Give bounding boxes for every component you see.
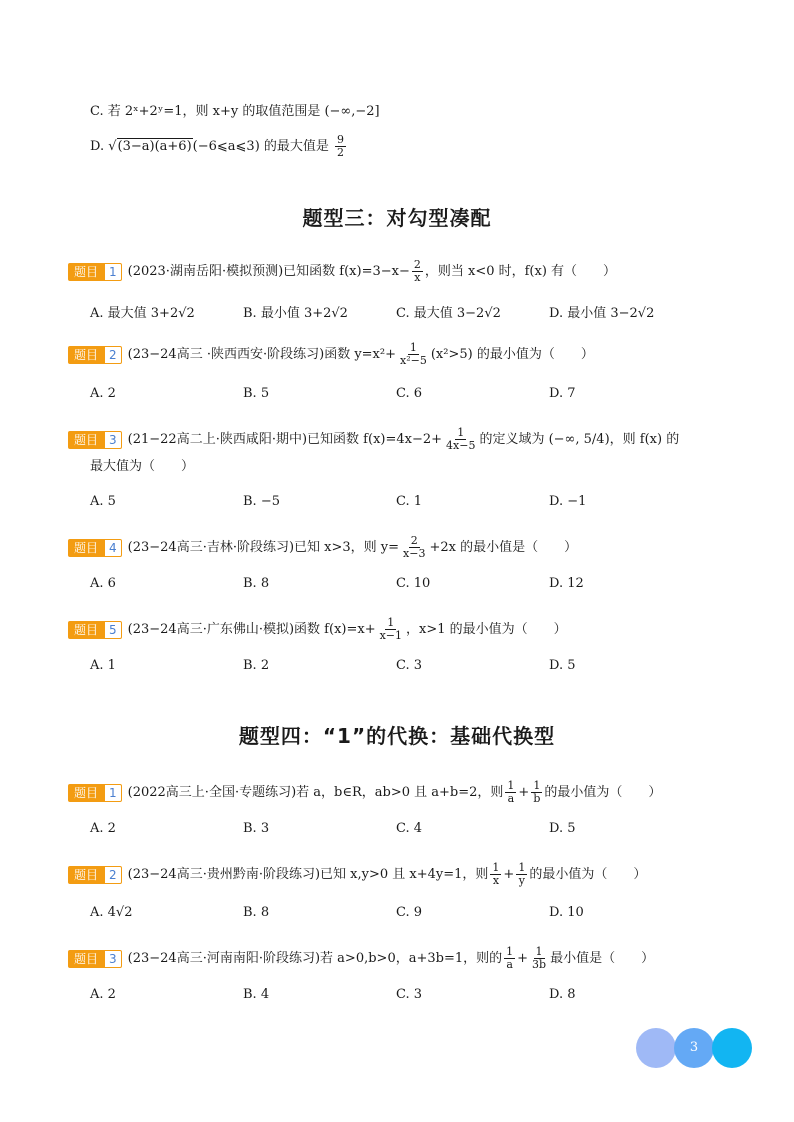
option-b: B. 8 [243, 905, 270, 920]
fraction: $\frac{1}{\text{x²−5}}$ [400, 341, 427, 367]
fraction: $\frac{1}{x-1}$ [379, 616, 403, 642]
question-tag: 题目 3 [68, 950, 122, 968]
fraction: $\frac{1}{b}$ [533, 779, 541, 805]
decor-circle [712, 1028, 752, 1068]
question-tag: 题目 3 [68, 431, 122, 449]
section-title: 题型三：对勾型凑配 [302, 206, 492, 230]
question-source: (23−24高三·吉林·阶段练习) [127, 539, 295, 555]
option-b: B. 3 [243, 821, 270, 836]
option-a: A. 2 [90, 386, 116, 401]
options-row [90, 576, 790, 591]
option-d: D. 5 [549, 821, 576, 836]
option-d: D. 5 [549, 658, 576, 673]
option-a: A. 6 [90, 576, 116, 591]
page-number-badge [636, 1028, 752, 1068]
fraction: $\frac{1}{4x-5}$ [446, 426, 476, 452]
options-row [90, 494, 790, 509]
option-a: A. 4√2 [90, 905, 133, 920]
option-c: C. 1 [396, 494, 423, 509]
option-b: B. 4 [243, 987, 270, 1002]
question-source: (2023·湖南岳阳·模拟预测) [127, 263, 284, 279]
question: 题目 1 (2023·湖南岳阳·模拟预测) 已知函数 f(x)=3−x− $\frac{2}{x}$ ，则当 x<0 时，f(x) 有（ ） [68, 259, 754, 284]
options-row [90, 658, 790, 673]
option-c: C. 3 [396, 658, 423, 673]
question-tag: 题目 1 [68, 263, 122, 281]
option-d: D. 12 [549, 576, 584, 591]
option-b: B. −5 [243, 494, 280, 509]
option-d: D. 7 [549, 386, 576, 401]
fraction: $\frac{9}{2}$ [337, 133, 345, 159]
question: 题目 3 (21−22高二上·陕西咸阳·期中) 已知函数 f(x)=4x−2+ $\frac{1}{4x-5}$ 的定义域为 (−∞, 5/4)，则 f(x) 的 最大值为（ ） [68, 427, 754, 478]
question-source: (23−24高三 ·陕西西安·阶段练习) [127, 346, 325, 362]
fraction: $\frac{2}{x}$ [413, 258, 421, 284]
option-b: B. 5 [243, 386, 270, 401]
question-source: (23−24高三·贵州黔南·阶段练习) [127, 866, 321, 882]
question: 题目 3 (23−24高三·河南南阳·阶段练习) 若 a>0,b>0，a+3b=1，则的 $\frac{1}{a}$ + $\frac{1}{3b}$ 最小值是（ ） [68, 946, 754, 971]
options-row [90, 386, 790, 401]
section-title: 题型四：“1”的代换：基础代换型 [238, 724, 556, 748]
sqrt-expression: (3−a)(a+6) [117, 139, 192, 154]
prev-option-c: C. 若 2ˣ+2ʸ=1，则 x+y 的取值范围是 (−∞,−2] [90, 104, 380, 119]
option-d: D. 10 [549, 905, 584, 920]
option-c: C. 3 [396, 987, 423, 1002]
question: 题目 1 (2022高三上·全国·专题练习) 若 a，b∈R，ab>0 且 a+b=2，则 $\frac{1}{a}$ + $\frac{1}{b}$ 的最小值为（ ） [68, 780, 754, 805]
question: 题目 4 (23−24高三·吉林·阶段练习) 已知 x>3，则 y= $\frac{2}{x-3}$ +2x 的最小值是（ ） [68, 535, 754, 560]
fraction: $\frac{1}{x}$ [492, 861, 500, 887]
fraction: $\frac{1}{3b}$ [532, 945, 547, 971]
option-d: D. 8 [549, 987, 576, 1002]
option-a: A. 2 [90, 821, 116, 836]
option-d: D. 最小值 3−2√2 [549, 306, 655, 321]
question-tag: 题目 4 [68, 539, 122, 557]
options-row [90, 821, 790, 836]
option-d: D. −1 [549, 494, 587, 509]
option-c: C. 4 [396, 821, 423, 836]
option-b: B. 8 [243, 576, 270, 591]
question-source: (2022高三上·全国·专题练习) [127, 784, 297, 800]
option-a: A. 1 [90, 658, 116, 673]
question-source: (21−22高二上·陕西咸阳·期中) [127, 431, 308, 447]
option-c: C. 9 [396, 905, 423, 920]
fraction: $\frac{1}{a}$ [507, 779, 515, 805]
page-number: 3 [689, 1040, 699, 1055]
question-tag: 题目 2 [68, 346, 122, 364]
question-tag: 题目 1 [68, 784, 122, 802]
option-a: A. 2 [90, 987, 116, 1002]
fraction: $\frac{2}{x-3}$ [403, 534, 426, 560]
options-row [90, 987, 790, 1002]
options-row [90, 302, 790, 321]
question-source: (23−24高三·河南南阳·阶段练习) [127, 950, 321, 966]
options-row [90, 905, 790, 920]
option-c: C. 最大值 3−2√2 [396, 306, 501, 321]
question-tag: 题目 5 [68, 621, 122, 639]
option-a: A. 5 [90, 494, 116, 509]
question-source: (23−24高三·广东佛山·模拟) [127, 621, 295, 637]
fraction: $\frac{1}{y}$ [518, 861, 526, 887]
fraction: $\frac{1}{a}$ [506, 945, 514, 971]
option-b: B. 2 [243, 658, 270, 673]
option-b: B. 最小值 3+2√2 [243, 306, 348, 321]
option-c: C. 6 [396, 386, 423, 401]
option-a: A. 最大值 3+2√2 [90, 306, 195, 321]
question-tag: 题目 2 [68, 866, 122, 884]
decor-circle [636, 1028, 676, 1068]
question-continuation: 最大值为（ ） [90, 459, 195, 474]
prev-option-d: D. √(3−a)(a+6)(−6⩽a⩽3) 的最大值是 $\frac{9}{2}$ [90, 133, 345, 159]
question: 题目 2 (23−24高三 ·陕西西安·阶段练习) 函数 y=x²+ $\frac{1}{\text{x²−5}}$ (x²>5) 的最小值为（ ） [68, 342, 754, 367]
question: 题目 2 (23−24高三·贵州黔南·阶段练习) 已知 x,y>0 且 x+4y=1，则 $\frac{1}{x}$ + $\frac{1}{y}$ 的最小值为（ ） [68, 862, 754, 887]
question: 题目 5 (23−24高三·广东佛山·模拟) 函数 f(x)=x+ $\frac{1}{x-1}$ ，x>1 的最小值为（ ） [68, 617, 754, 642]
option-c: C. 10 [396, 576, 431, 591]
